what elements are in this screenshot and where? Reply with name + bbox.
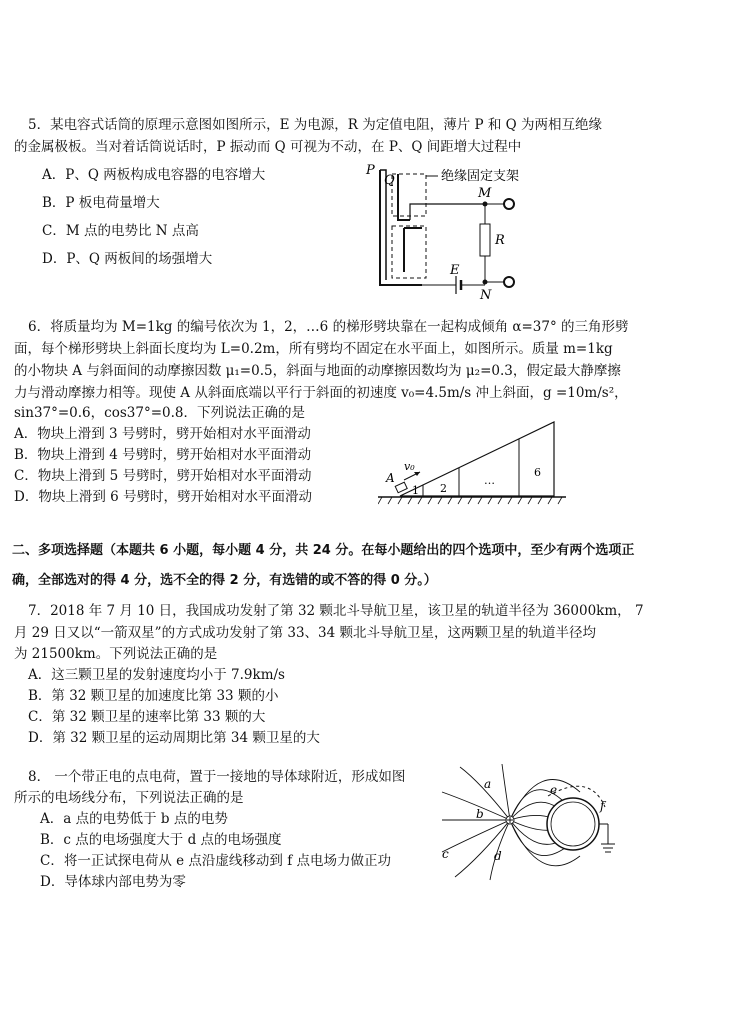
- q8-label-b: b: [476, 807, 484, 821]
- q6-option-b: B．物块上滑到 4 号劈时，劈开始相对水平面滑动: [14, 447, 312, 463]
- q6-stem-line5: sin37°=0.6，cos37°=0.8．下列说法正确的是: [14, 405, 305, 421]
- q6-option-d: D．物块上滑到 6 号劈时，劈开始相对水平面滑动: [14, 489, 312, 505]
- q8-option-b: B．c 点的电场强度大于 d 点的电场强度: [40, 832, 282, 848]
- q8-stem-line2: 所示的电场线分布，下列说法正确的是: [14, 790, 244, 806]
- q5-option-d: D．P、Q 两板间的场强增大: [42, 251, 213, 267]
- q6-label-1: 1: [412, 484, 419, 497]
- q5-label-e: E: [450, 263, 460, 278]
- section2-heading-line2: 确，全部选对的得 4 分，选不全的得 2 分，有选错的或不答的得 0 分。）: [12, 573, 437, 588]
- q5-option-a: A．P、Q 两板构成电容器的电容增大: [42, 167, 266, 183]
- q5-stem-line1: 5．某电容式话筒的原理示意图如图所示，E 为电源，R 为定值电阻，薄片 P 和 Q 为两相互绝缘: [28, 117, 603, 133]
- q6-option-a: A．物块上滑到 3 号劈时，劈开始相对水平面滑动: [14, 426, 311, 442]
- q6-option-c: C．物块上滑到 5 号劈时，劈开始相对水平面滑动: [14, 468, 312, 484]
- q7-stem-line2: 月 29 日又以“一箭双星”的方式成功发射了第 33、34 颗北斗导航卫星，这两颗卫星的轨道半径均: [14, 625, 597, 641]
- q5-label-support: 绝缘固定支架: [441, 169, 520, 184]
- q7-option-c: C．第 32 颗卫星的速率比第 33 颗的大: [28, 709, 266, 725]
- q8-stem-line1: 8． 一个带正电的点电荷，置于一接地的导体球附近，形成如图: [28, 769, 406, 785]
- q5-circuit-figure: [362, 160, 537, 300]
- q7-option-b: B．第 32 颗卫星的加速度比第 33 颗的小: [28, 688, 279, 704]
- q6-stem-line3: 的小物块 A 与斜面间的动摩擦因数 μ₁=0.5，斜面与地面的动摩擦因数均为 μ₂=0.3，假定最大静摩擦: [14, 363, 621, 379]
- q5-option-b: B．P 板电荷量增大: [42, 195, 160, 211]
- q6-label-v0: v₀: [404, 460, 415, 473]
- section2-heading-line1: 二、多项选择题（本题共 6 小题，每小题 4 分，共 24 分。在每小题给出的四个选项中，至少有两个选项正: [12, 543, 635, 558]
- q7-option-d: D．第 32 颗卫星的运动周期比第 34 颗卫星的大: [28, 730, 320, 746]
- q6-stem-line2: 面，每个梯形劈块上斜面长度均为 L=0.2m，所有劈均不固定在水平面上，如图所示。质量 m=1kg: [14, 341, 613, 357]
- q8-label-d: d: [494, 849, 502, 863]
- q8-option-c: C．将一正试探电荷从 e 点沿虚线移动到 f 点电场力做正功: [40, 853, 391, 869]
- q5-label-q: Q: [384, 173, 395, 188]
- q6-label-2: 2: [440, 482, 447, 495]
- q6-stem-line4: 力与滑动摩擦力相等。现使 A 从斜面底端以平行于斜面的初速度 v₀=4.5m/s 冲上斜面，g =10m/s²，: [14, 385, 628, 401]
- q6-wedge-figure: [378, 412, 568, 507]
- q5-label-n: N: [480, 288, 492, 300]
- q6-label-dots: …: [484, 474, 495, 487]
- q5-label-p: P: [366, 163, 375, 178]
- q6-stem-line1: 6．将质量均为 M=1kg 的编号依次为 1，2，…6 的梯形劈块靠在一起构成倾角 α=37° 的三角形劈: [28, 319, 629, 335]
- q8-label-c: c: [442, 847, 449, 861]
- q7-stem-line1: 7．2018 年 7 月 10 日，我国成功发射了第 32 颗北斗导航卫星，该卫星的轨道半径为 36000km， 7: [28, 603, 644, 619]
- q6-label-a: A: [386, 471, 395, 485]
- q8-option-a: A．a 点的电势低于 b 点的电势: [40, 811, 228, 827]
- q5-option-c: C．M 点的电势比 N 点高: [42, 223, 199, 239]
- q7-stem-line3: 为 21500km。下列说法正确的是: [14, 646, 218, 662]
- q6-label-6: 6: [534, 466, 541, 479]
- q5-label-m: M: [478, 186, 492, 201]
- q5-label-r: R: [495, 233, 505, 248]
- q7-option-a: A．这三颗卫星的发射速度均小于 7.9km/s: [28, 667, 285, 683]
- q5-stem-line2: 的金属极板。当对着话筒说话时，P 振动而 Q 可视为不动，在 P、Q 间距增大过程中: [14, 139, 522, 155]
- q8-option-d: D．导体球内部电势为零: [40, 874, 186, 890]
- q8-label-f: f: [600, 799, 605, 813]
- q8-label-e: e: [550, 783, 558, 797]
- q8-field-lines-figure: [440, 762, 620, 882]
- q8-label-a: a: [484, 777, 492, 791]
